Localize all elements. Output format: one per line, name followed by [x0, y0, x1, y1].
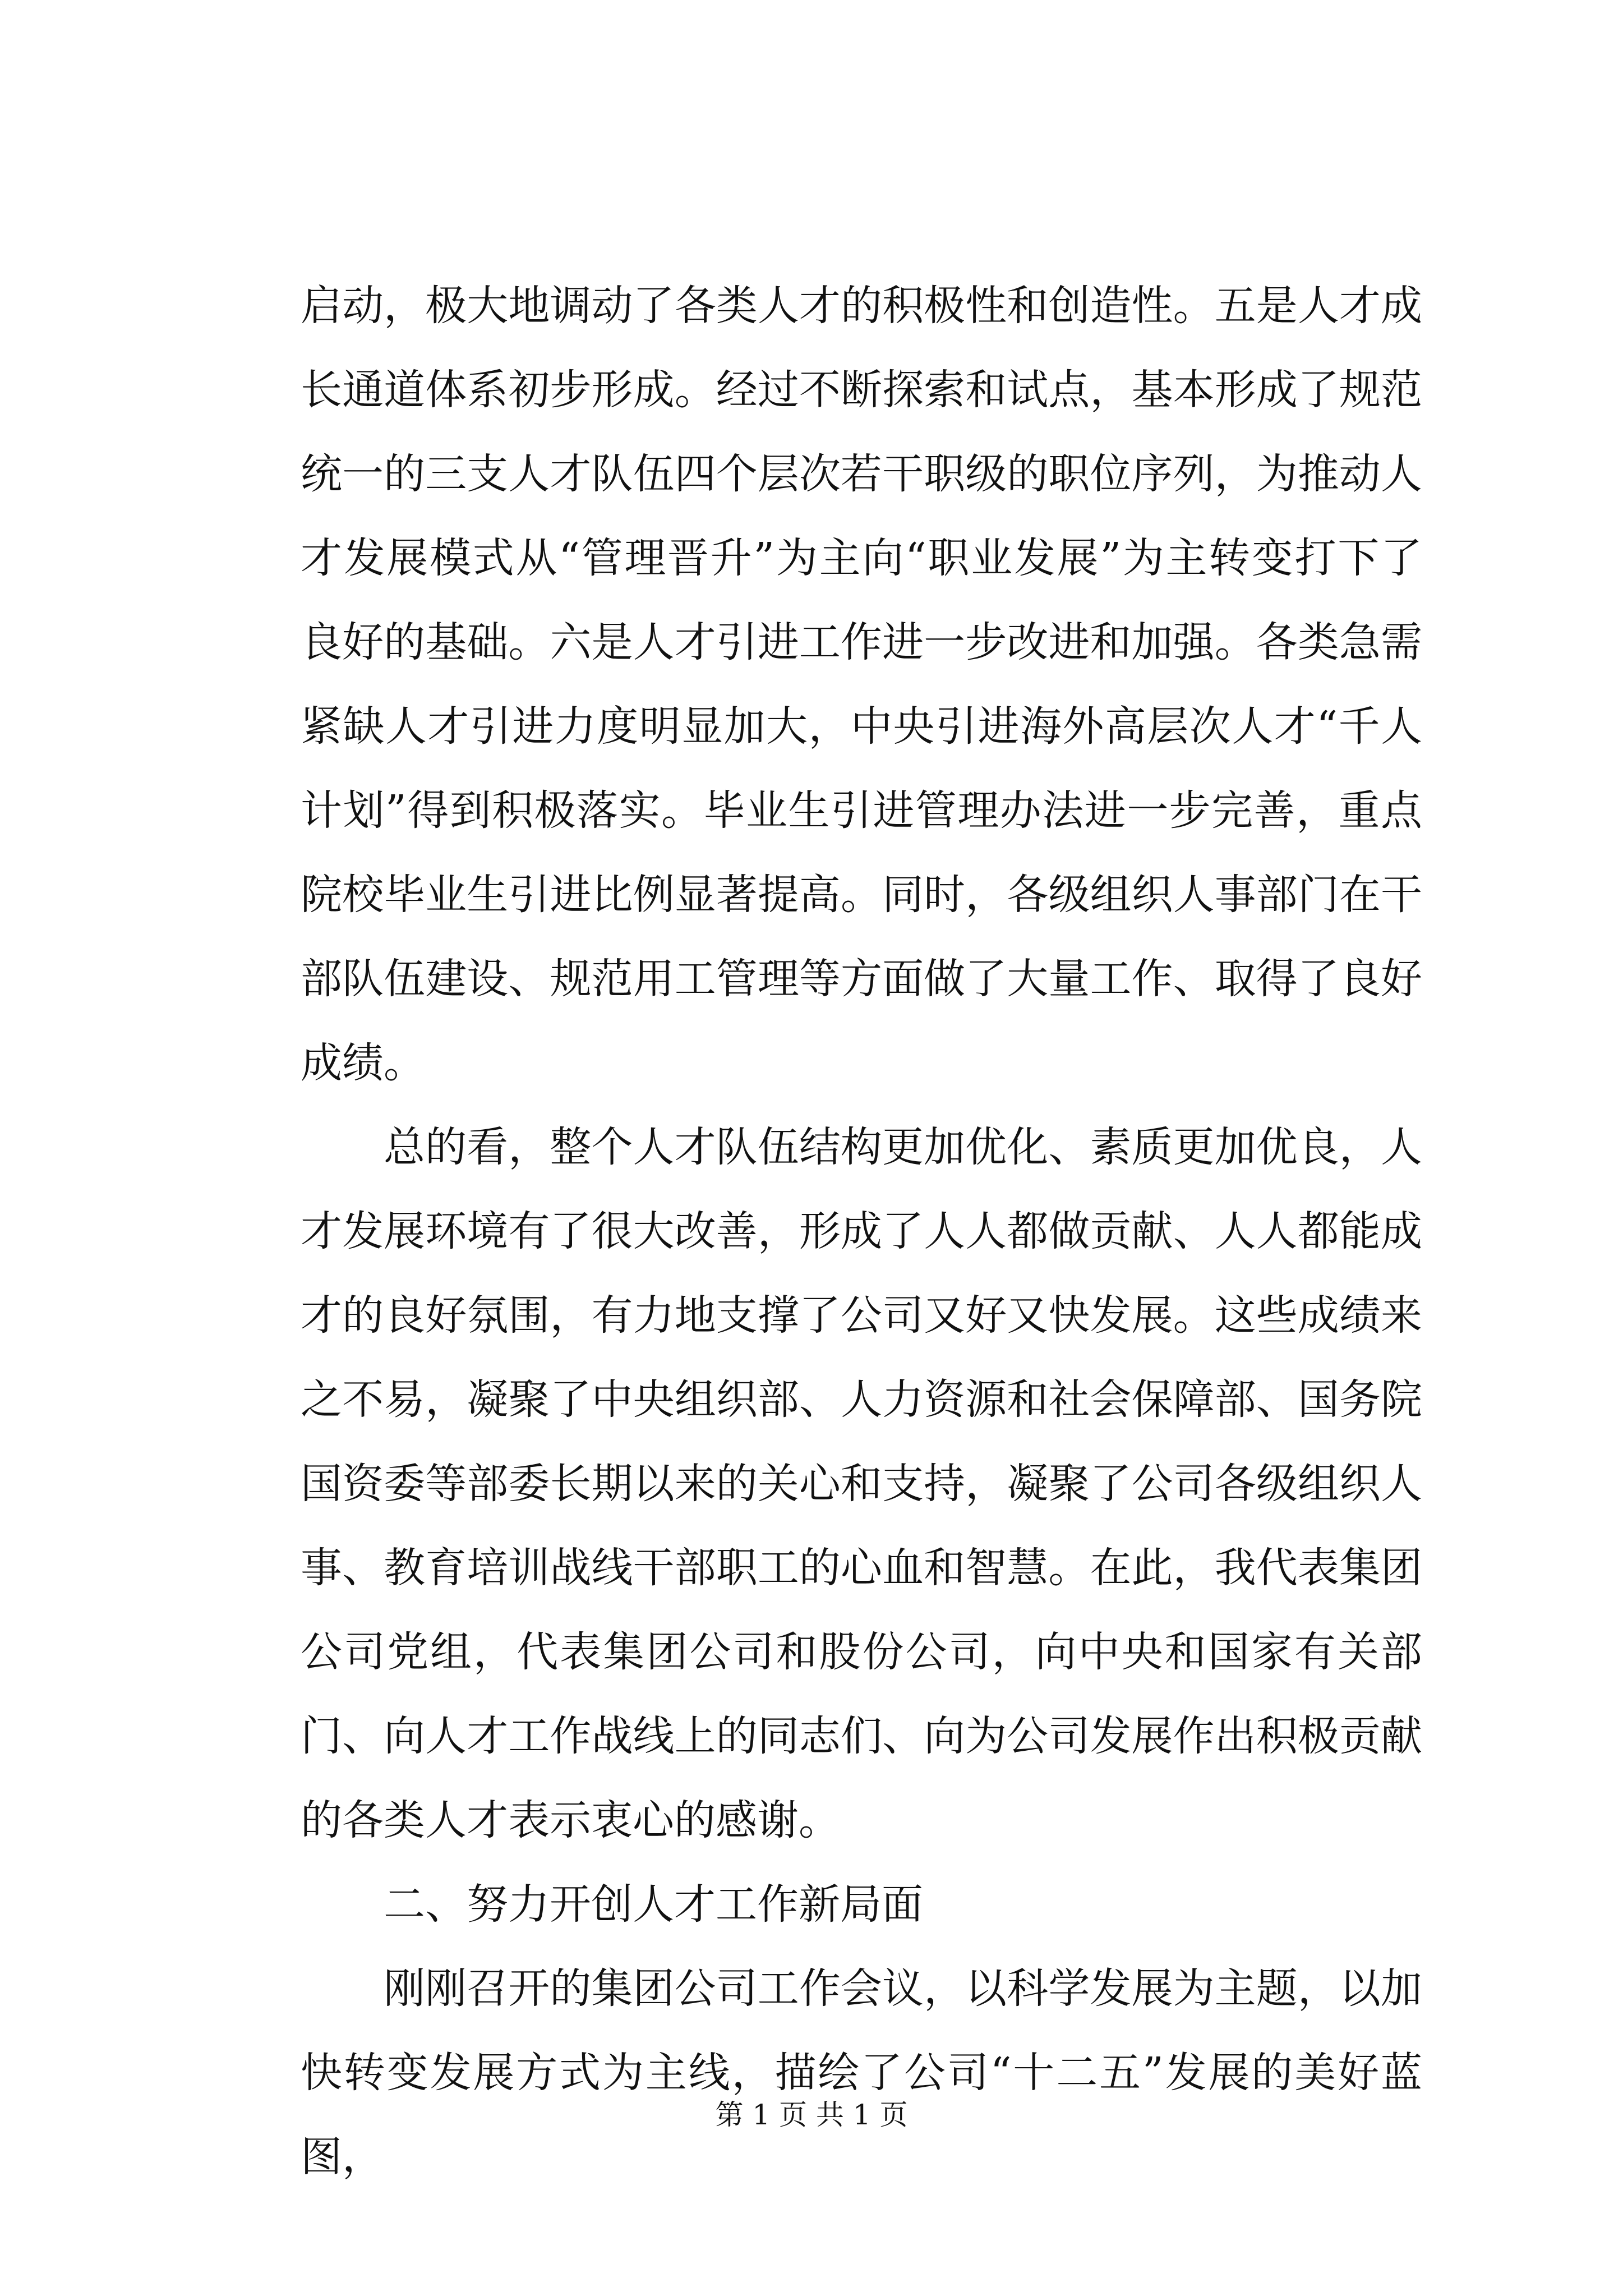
page-footer: 第 1 页 共 1 页	[715, 2099, 908, 2131]
section-heading: 二、努力开创人才工作新局面	[384, 1880, 923, 1929]
document-body	[301, 264, 1422, 2199]
paragraph-meeting: 刚刚召开的集团公司工作会议，以科学发展为主题，以加快转变发展方式为主线，描绘了公司“十二五”发展的美好蓝图，	[301, 1964, 1422, 2181]
paragraph-summary: 总的看，整个人才队伍结构更加优化、素质更加优良，人才发展环境有了很大改善，形成了人人都做贡献、人人都能成才的良好氛围，有力地支撑了公司又好又快发展。这些成绩来之不易，凝聚了中央组织部、人力资源和社会保障部、国务院国资委等部委长期以来的关心和支持，凝聚了公司各级组织人事、教育培训战线干部职工的心血和智慧。在此，我代表集团公司党组，代表集团公司和股份公司，向中央和国家有关部门、向人才工作战线上的同志们、向为公司发展作出积极贡献的各类人才表示衷心的感谢。	[301, 1123, 1422, 1844]
paragraph-continuation: 启动，极大地调动了各类人才的积极性和创造性。五是人才成长通道体系初步形成。经过不断探索和试点，基本形成了规范统一的三支人才队伍四个层次若干职级的职位序列，为推动人才发展模式从“管理晋升”为主向“职业发展”为主转变打下了良好的基础。六是人才引进工作进一步改进和加强。各类急需紧缺人才引进力度明显加大，中央引进海外高层次人才“千人计划”得到积极落实。毕业生引进管理办法进一步完善，重点院校毕业生引进比例显著提高。同时，各级组织人事部门在干部队伍建设、规范用工管理等方面做了大量工作、取得了良好成绩。	[301, 282, 1422, 1087]
